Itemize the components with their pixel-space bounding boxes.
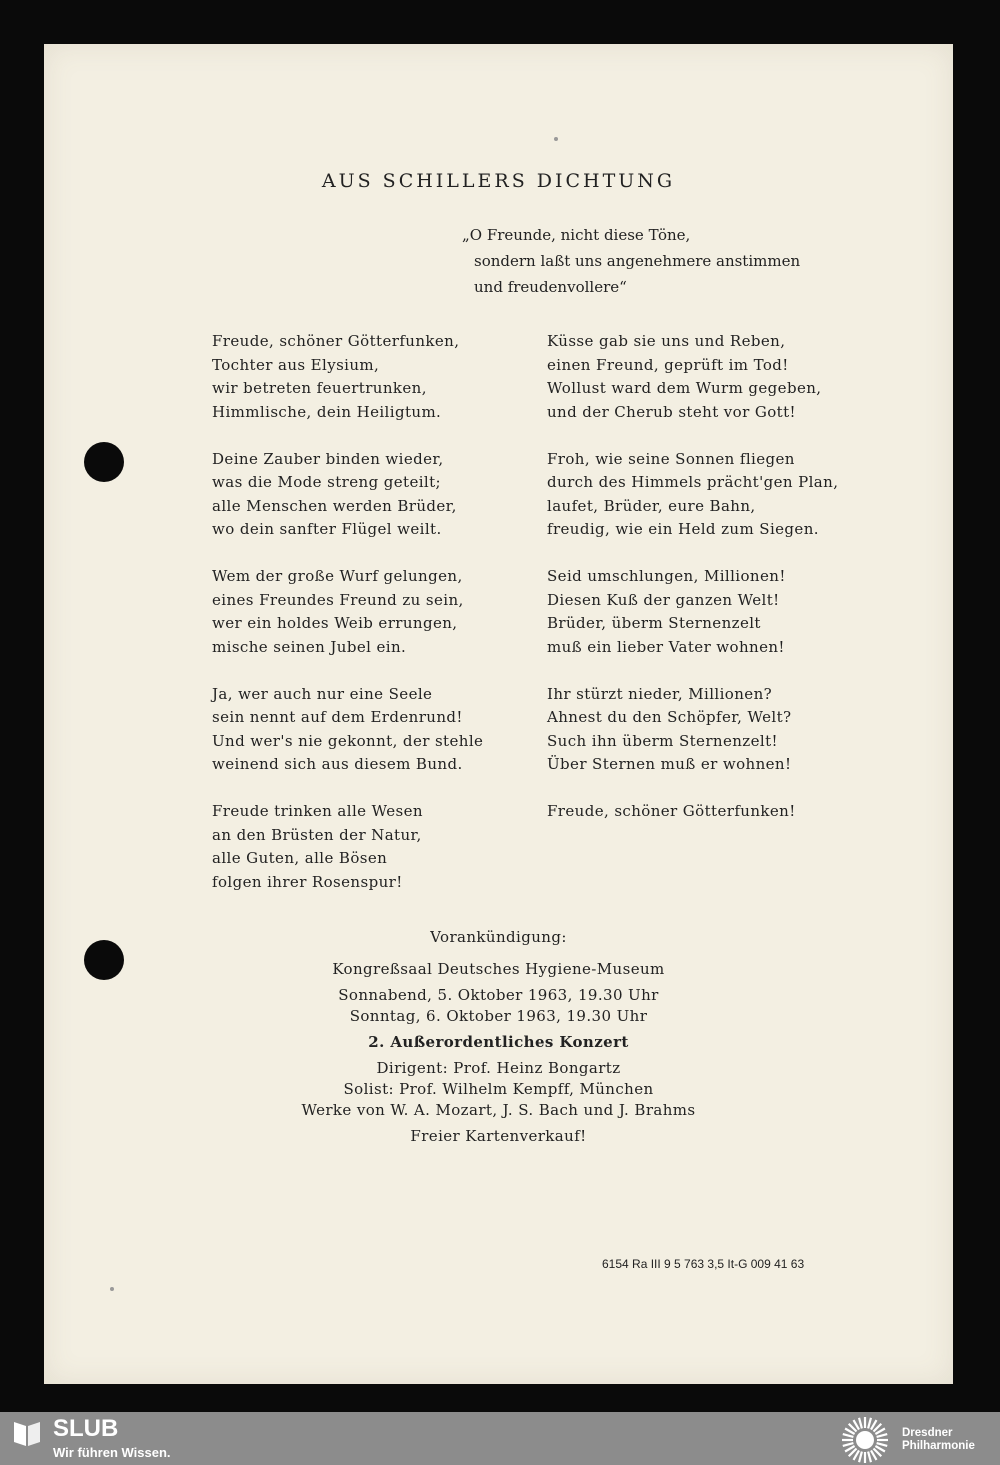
- poem-line: an den Brüsten der Natur,: [212, 825, 422, 844]
- poem-line: Deine Zauber binden wieder,: [212, 449, 444, 468]
- announcement-date: Sonntag, 6. Oktober 1963, 19.30 Uhr: [349, 1007, 648, 1025]
- poem-line: muß ein lieber Vater wohnen!: [547, 637, 785, 656]
- poem-line: was die Mode streng geteilt;: [212, 473, 441, 491]
- poem-line: einen Freund, geprüft im Tod!: [547, 355, 789, 374]
- motto-quote: [462, 222, 862, 300]
- slub-tagline: Wir führen Wissen.: [53, 1445, 171, 1460]
- poem-stanza: [212, 800, 542, 894]
- concert-announcement: [44, 928, 953, 1145]
- announcement-label: Vorankündigung:: [430, 928, 567, 946]
- poem-stanza: [547, 565, 877, 659]
- poem-line: Freude, schöner Götterfunken,: [212, 332, 460, 350]
- poem-line: Ahnest du den Schöpfer, Welt?: [547, 708, 792, 726]
- motto-line: sondern laßt uns angenehmere anstimmen: [474, 252, 801, 270]
- poem-line: weinend sich aus diesem Bund.: [212, 755, 463, 773]
- poem-stanza: [547, 800, 877, 824]
- poem-line: und der Cherub steht vor Gott!: [547, 402, 796, 421]
- motto-line: und freudenvollere“: [474, 278, 627, 296]
- poem-line: eines Freundes Freund zu sein,: [212, 590, 464, 609]
- poem-line: alle Guten, alle Bösen: [212, 849, 388, 867]
- poem-line: Freude, schöner Götterfunken!: [547, 802, 796, 820]
- poem-line: Himmlische, dein Heiligtum.: [212, 402, 442, 421]
- footer-bar: [0, 1412, 1000, 1465]
- partner-name: [902, 1427, 975, 1453]
- document-page: [44, 44, 953, 1384]
- announcement-conductor: Dirigent: Prof. Heinz Bongartz: [376, 1059, 621, 1077]
- poem-line: Und wer's nie gekonnt, der stehle: [212, 731, 484, 750]
- poem-line: Seid umschlungen, Millionen!: [547, 567, 786, 585]
- poem-line: Brüder, überm Sternenzelt: [547, 614, 761, 632]
- poem-stanza: [212, 565, 542, 659]
- slub-name: SLUB: [53, 1415, 119, 1442]
- paper-speck: [110, 1287, 114, 1291]
- partner-name-line: Dresdner: [902, 1427, 953, 1439]
- concert-title: 2. Außerordentliches Konzert: [368, 1033, 629, 1051]
- announcement-venue: Kongreßsaal Deutsches Hygiene-Museum: [332, 960, 665, 978]
- poem-line: Wollust ward dem Wurm gegeben,: [547, 379, 822, 397]
- print-code: 6154 Ra III 9 5 763 3,5 It-G 009 41 63: [602, 1257, 805, 1271]
- announcement-soloist: Solist: Prof. Wilhelm Kempff, München: [343, 1080, 654, 1098]
- poem-line: laufet, Brüder, eure Bahn,: [547, 496, 756, 515]
- poem-line: alle Menschen werden Brüder,: [212, 496, 457, 515]
- poem-stanza: [547, 330, 877, 424]
- slub-logo-icon: [12, 1418, 42, 1448]
- poem-line: mische seinen Jubel ein.: [212, 637, 407, 656]
- motto-line: „O Freunde, nicht diese Töne,: [462, 226, 691, 244]
- poem-stanza: [212, 683, 542, 777]
- poem-line: Froh, wie seine Sonnen fliegen: [547, 449, 795, 468]
- poem-column-right: [547, 330, 877, 847]
- poem-line: freudig, wie ein Held zum Siegen.: [547, 520, 819, 538]
- punch-hole: [84, 442, 124, 482]
- poem-line: Diesen Kuß der ganzen Welt!: [547, 590, 780, 609]
- poem-line: wir betreten feuertrunken,: [212, 379, 427, 397]
- paper-speck: [554, 137, 558, 141]
- partner-name-line: Philharmonie: [902, 1440, 975, 1452]
- announcement-tickets: Freier Kartenverkauf!: [410, 1127, 587, 1145]
- poem-column-left: [212, 330, 542, 918]
- poem-stanza: [212, 448, 542, 542]
- poem-line: Tochter aus Elysium,: [212, 355, 380, 374]
- announcement-date: Sonnabend, 5. Oktober 1963, 19.30 Uhr: [338, 986, 659, 1004]
- poem-line: sein nennt auf dem Erdenrund!: [212, 708, 463, 726]
- poem-line: Freude trinken alle Wesen: [212, 802, 423, 820]
- page-title: AUS SCHILLERS DICHTUNG: [321, 170, 676, 192]
- poem-line: Küsse gab sie uns und Reben,: [547, 332, 786, 350]
- poem-stanza: [547, 683, 877, 777]
- announcement-works: Werke von W. A. Mozart, J. S. Bach und J. Brahms: [301, 1101, 696, 1119]
- poem-line: folgen ihrer Rosenspur!: [212, 872, 403, 891]
- poem-stanza: [547, 448, 877, 542]
- poem-stanza: [212, 330, 542, 424]
- poem-line: wo dein sanfter Flügel weilt.: [212, 520, 442, 538]
- philharmonie-logo-icon: [840, 1415, 890, 1465]
- poem-line: Wem der große Wurf gelungen,: [212, 567, 463, 585]
- poem-line: Über Sternen muß er wohnen!: [547, 755, 792, 773]
- poem-line: Such ihn überm Sternenzelt!: [547, 731, 778, 750]
- poem-line: durch des Himmels prächt'gen Plan,: [547, 473, 839, 491]
- poem-line: Ihr stürzt nieder, Millionen?: [547, 684, 773, 703]
- poem-line: wer ein holdes Weib errungen,: [212, 614, 458, 632]
- poem-line: Ja, wer auch nur eine Seele: [212, 684, 433, 703]
